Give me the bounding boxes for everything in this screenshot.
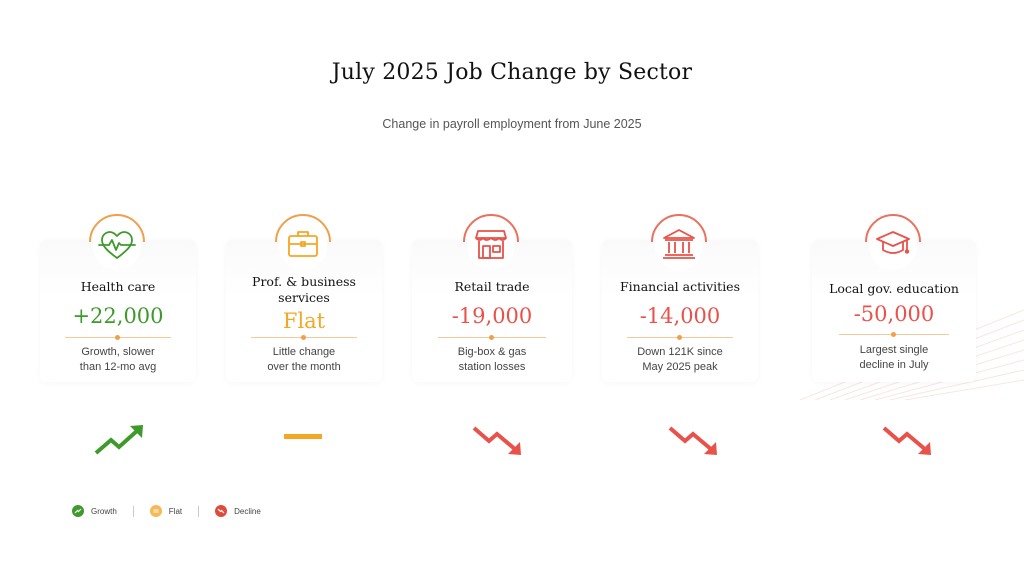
legend-label: Flat bbox=[168, 506, 183, 516]
sector-name-prof-business: Prof. & business services bbox=[252, 274, 356, 305]
legend-divider bbox=[198, 506, 199, 517]
legend-label: Growth bbox=[91, 506, 117, 516]
trend-down-icon bbox=[666, 420, 726, 460]
sector-note-financial-activities: Down 121K since May 2025 peak bbox=[637, 346, 723, 373]
health-care-badge bbox=[84, 214, 150, 280]
sector-value-local-gov-education: -50,000 bbox=[853, 302, 935, 326]
trend-down-icon bbox=[880, 420, 940, 460]
legend-item-decline bbox=[215, 505, 261, 517]
sector-value-retail-trade: -19,000 bbox=[451, 304, 533, 328]
trend-down-icon bbox=[470, 420, 530, 460]
sector-name-retail-trade: Retail trade bbox=[454, 279, 530, 294]
sector-name-financial-activities: Financial activities bbox=[619, 279, 740, 294]
trend-up-icon bbox=[92, 420, 152, 460]
legend-item-growth bbox=[72, 505, 117, 517]
sector-note-retail-trade: Big-box & gas station losses bbox=[457, 346, 527, 373]
financial-activities-badge bbox=[646, 214, 712, 280]
value-divider-dot bbox=[891, 332, 896, 337]
legend bbox=[72, 503, 261, 519]
prof-business-badge bbox=[270, 214, 336, 280]
local-gov-education-badge bbox=[860, 214, 926, 280]
sector-name-health-care: Health care bbox=[80, 279, 156, 294]
sector-name-local-gov-education: Local gov. education bbox=[829, 281, 959, 296]
page-subtitle: Change in payroll employment from June 2025 bbox=[382, 117, 642, 131]
sector-value-prof-business: Flat bbox=[282, 309, 326, 333]
flat-icon bbox=[274, 416, 334, 456]
sector-value-health-care: +22,000 bbox=[72, 304, 164, 328]
sector-note-prof-business: Little change over the month bbox=[267, 346, 341, 373]
sector-value-financial-activities: -14,000 bbox=[639, 304, 721, 328]
legend-item-flat bbox=[150, 505, 182, 517]
value-divider-dot bbox=[677, 335, 682, 340]
value-divider-dot bbox=[301, 335, 306, 340]
flat-icon bbox=[150, 505, 162, 517]
legend-label: Decline bbox=[234, 506, 261, 516]
retail-trade-badge bbox=[458, 214, 524, 280]
sector-note-local-gov-education: Largest single decline in July bbox=[859, 344, 929, 371]
trend-up-icon bbox=[72, 505, 84, 517]
legend-divider bbox=[133, 506, 134, 517]
value-divider-dot bbox=[489, 335, 494, 340]
sector-note-health-care: Growth, slower than 12-mo avg bbox=[79, 346, 157, 373]
value-divider-dot bbox=[115, 335, 120, 340]
page-title: July 2025 Job Change by Sector bbox=[331, 60, 693, 85]
trend-down-icon bbox=[215, 505, 227, 517]
